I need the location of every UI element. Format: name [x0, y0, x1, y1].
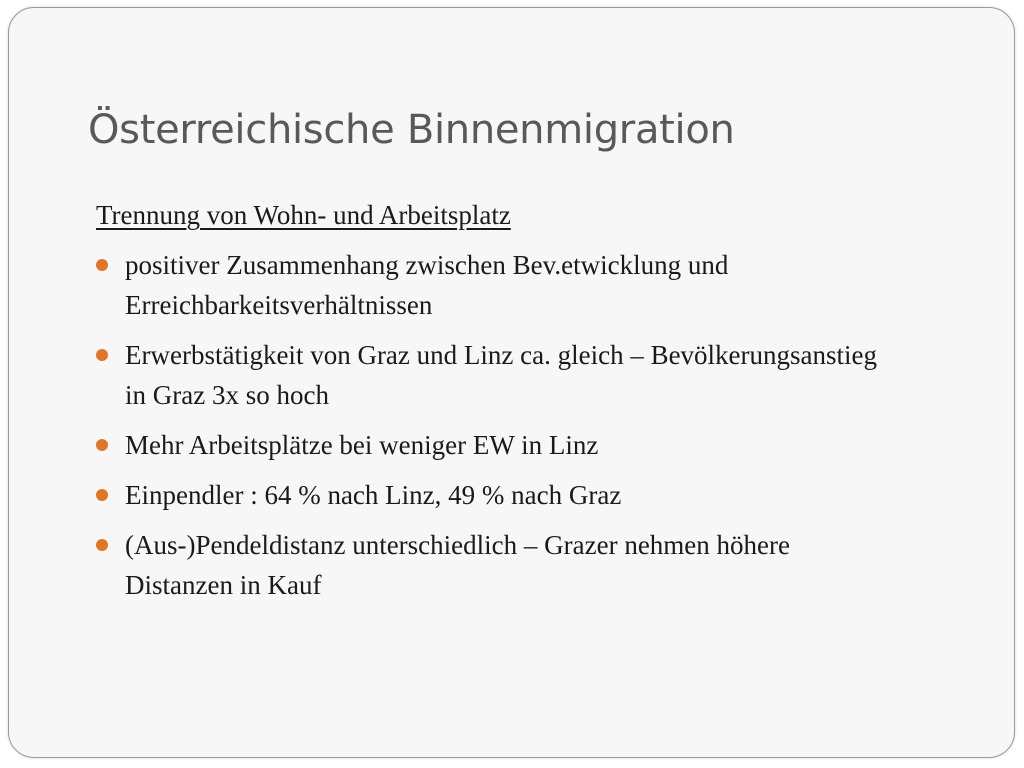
bullet-dot-icon: [96, 539, 108, 551]
bullet-list: [96, 245, 996, 605]
bullet-text-line: (Aus-)Pendeldistanz unterschiedlich – Grazer nehmen höhere: [125, 530, 790, 560]
bullet-item: [96, 425, 996, 465]
slide-title: Österreichische Binnenmigration: [88, 107, 735, 153]
bullet-text-line: in Graz 3x so hoch: [125, 380, 329, 410]
bullet-item: [96, 475, 996, 515]
bullet-dot-icon: [96, 489, 108, 501]
section-subheading: Trennung von Wohn- und Arbeitsplatz: [96, 200, 511, 230]
bullet-text-line: Erreichbarkeitsverhältnissen: [125, 290, 433, 320]
bullet-text-line: positiver Zusammenhang zwischen Bev.etwicklung und: [125, 250, 729, 280]
bullet-item: [96, 335, 996, 415]
bullet-text-line: Mehr Arbeitsplätze bei weniger EW in Linz: [125, 430, 599, 460]
bullet-dot-icon: [96, 439, 108, 451]
bullet-text-line: Einpendler : 64 % nach Linz, 49 % nach Graz: [125, 480, 622, 510]
bullet-dot-icon: [96, 349, 108, 361]
bullet-item: [96, 245, 996, 325]
bullet-text-line: Distanzen in Kauf: [125, 570, 322, 600]
bullet-item: [96, 525, 996, 605]
bullet-dot-icon: [96, 259, 108, 271]
slide: [8, 7, 1015, 758]
slide-content: [96, 195, 996, 615]
bullet-text-line: Erwerbstätigkeit von Graz und Linz ca. gleich – Bevölkerungsanstieg: [125, 340, 878, 370]
